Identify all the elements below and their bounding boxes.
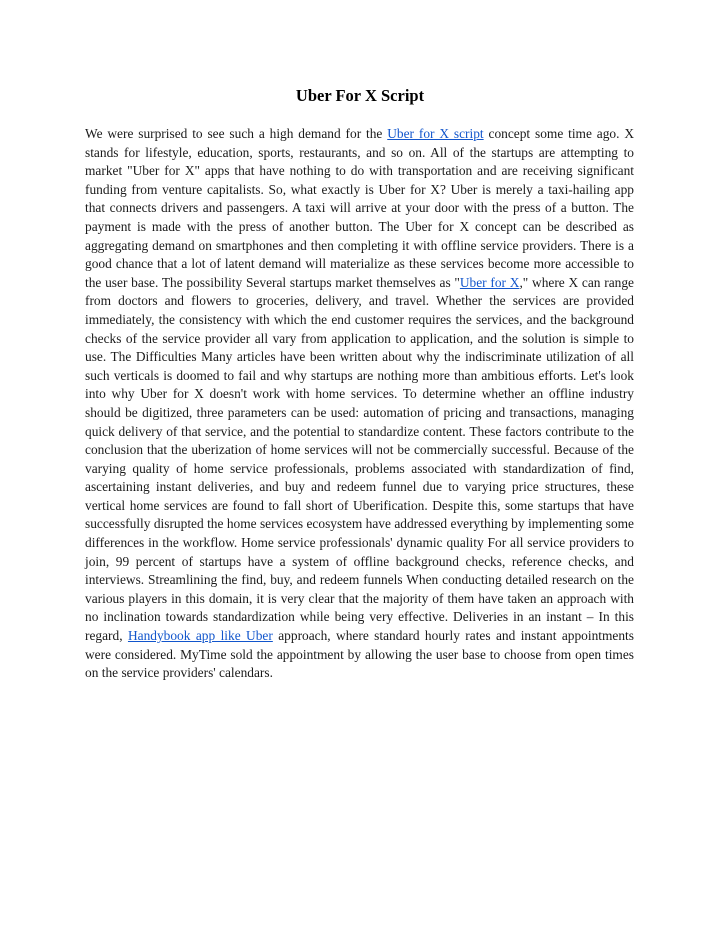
link-uber-for-x[interactable]: Uber for X bbox=[459, 274, 520, 290]
paragraph-text: ," where X can range from doctors and flowers to groceries, delivery, and travel. Whether the services are provided immediately, the consistency with which the end customer requires the services, and the background checks of the service provider all vary from application to application, and the solution is simple to use. The Difficulties Many articles have been written about why the indiscriminate utilization of all such verticals is doomed to fail and why startups are nothing more than ambitious efforts. Let's look into why Uber for X doesn't work with home services. To determine whether an offline industry should be digitized, three parameters can be used: automation of pricing and transactions, managing quick delivery of that service, and the potential to standardize content. These factors contribute to the conclusion that the uberization of home services will not be commercially successful. Because of the varying quality of home service professionals, problems associated with standardization of find, ascertaining instant deliveries, and buy and redeem funnel due to varying price structures, these vertical home services are found to fall short of Uberification. Despite this, some startups that have successfully disrupted the home services ecosystem have addressed everything by implementing some differences in the workflow. Home service professionals' dynamic quality For all service providers to join, 99 percent of startups have a system of offline background checks, reference checks, and interviews. Streamlining the find, buy, and redeem funnels When conducting detailed research on the various players in this domain, it is very clear that the majority of them have taken an approach with no inclination towards standardization while being very effective. Deliveries in an instant – In this regard, bbox=[85, 274, 634, 644]
paragraph-text: approach, where standard hourly rates and instant appointments were considered. MyTime sold the appointment by allowing the user base to choose from open times on the service providers' calendars. bbox=[85, 628, 634, 681]
body-paragraph bbox=[85, 125, 634, 683]
document-title: Uber For X Script bbox=[295, 86, 425, 105]
link-handybook-app-like-uber[interactable]: Handybook app like Uber bbox=[127, 628, 273, 644]
paragraph-text: We were surprised to see such a high demand for the bbox=[85, 126, 388, 141]
link-uber-for-x-script[interactable]: Uber for X script bbox=[387, 126, 484, 141]
paragraph-text: concept some time ago. X stands for lifestyle, education, sports, restaurants, and so on. All of the startups are attempting to market "Uber for X" apps that have nothing to do with transportation and are receiving significant funding from venture capitalists. So, what exactly is Uber for X? Uber is merely a taxi-hailing app that connects drivers and passengers. A taxi will arrive at your door with the press of a button. The payment is made with the press of another button. The Uber for X concept can be described as aggregating demand on smartphones and then completing it with offline service providers. There is a good chance that a lot of latent demand will materialize as these services become more accessible to the user base. The possibility Several startups market themselves as " bbox=[85, 126, 634, 290]
